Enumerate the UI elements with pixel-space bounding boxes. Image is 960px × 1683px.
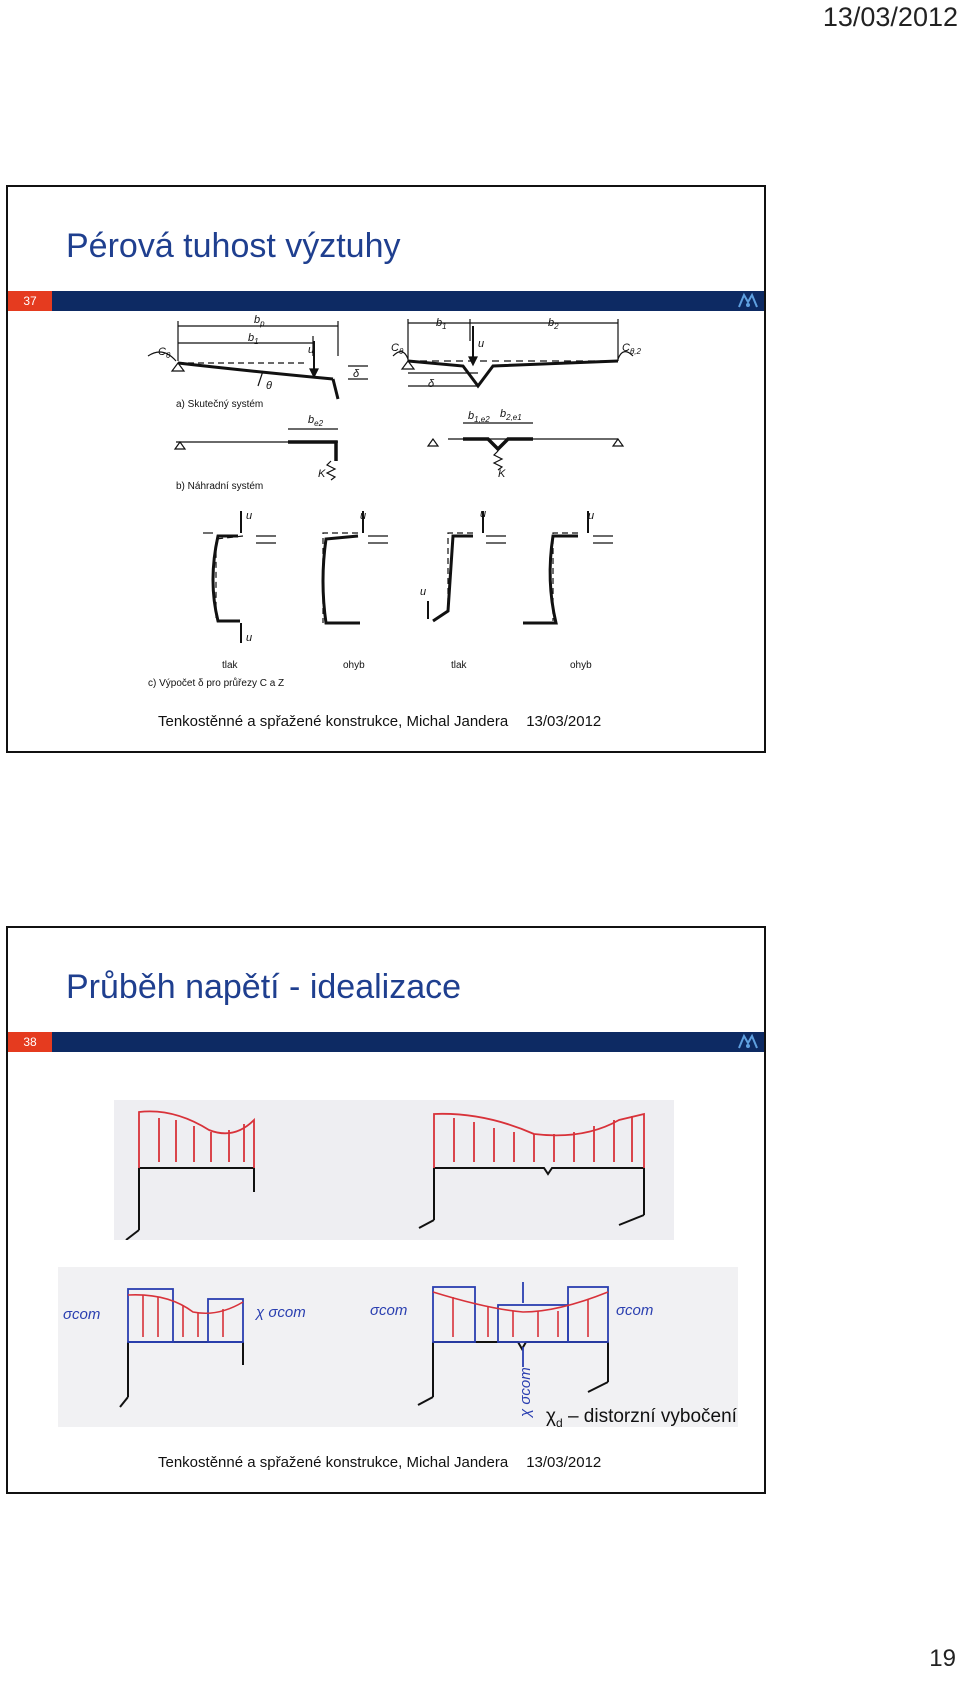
symbol-u-c2: u	[360, 510, 367, 522]
symbol-delta-right: δ	[428, 378, 435, 390]
actual-system-right	[393, 319, 633, 386]
footer-text: Tenkostěnné a spřažené konstrukce, Michal Jandera	[158, 713, 509, 730]
symbol-be2: $b_{e2}$	[308, 414, 324, 428]
symbol-u-c1b: u	[246, 632, 253, 644]
c-section-2	[323, 511, 388, 623]
figure-symbols-b	[308, 408, 522, 480]
slide-header-bar	[8, 1032, 764, 1052]
symbol-u-c3: u	[480, 508, 487, 520]
slide-title: Průběh napětí - idealizace	[66, 968, 462, 1006]
legend-chi: χ	[546, 1406, 556, 1427]
label-actual-system: a) Skutečný systém	[176, 399, 264, 410]
symbol-bp: $b_p$	[254, 314, 265, 328]
label-calculation: c) Výpočet δ pro průřezy C a Z	[148, 678, 285, 689]
label-ohyb-2: ohyb	[570, 660, 592, 671]
symbol-c-theta: $C_\theta$	[158, 346, 171, 360]
chi-sigma-com-label-1: χ σcom	[256, 1304, 306, 1321]
symbol-c-theta2: $C_{\theta,2}$	[622, 342, 641, 356]
symbol-k-left: K	[318, 468, 326, 480]
slide-37	[6, 185, 766, 753]
legend-text: – distorzní vybočení	[562, 1406, 737, 1427]
distortional-buckling-legend	[546, 1406, 737, 1430]
symbol-c-theta-right: $C_\theta$	[391, 342, 404, 356]
slide-number: 37	[8, 291, 52, 311]
actual-system-left	[148, 321, 368, 399]
c-section-3	[428, 511, 506, 621]
symbol-b1-right: $b_1$	[436, 317, 447, 331]
sigma-com-label-1: σcom	[63, 1306, 101, 1323]
slide-header-bar	[8, 291, 764, 311]
footer-date: 13/03/2012	[526, 713, 602, 730]
symbol-u: u	[308, 344, 315, 356]
university-logo-icon	[736, 1033, 760, 1051]
symbol-u-right: u	[478, 338, 485, 350]
label-tlak-2: tlak	[451, 660, 467, 671]
c-section-1	[203, 511, 276, 643]
symbol-delta: δ	[353, 368, 360, 380]
slide-footer	[158, 1454, 601, 1471]
footer-date: 13/03/2012	[526, 1454, 602, 1471]
stress-sketch-upper	[114, 1100, 674, 1240]
substitute-system	[175, 423, 623, 480]
page-number: 19	[929, 1645, 956, 1672]
sigma-com-label-3: σcom	[616, 1302, 654, 1319]
footer-text: Tenkostěnné a spřažené konstrukce, Michal Jandera	[158, 1454, 509, 1471]
label-ohyb-1: ohyb	[343, 660, 365, 671]
legend-chi-sub: d	[555, 1415, 563, 1430]
slide-title: Pérová tuhost výztuhy	[66, 227, 401, 265]
symbol-k-right: K	[498, 468, 506, 480]
university-logo-icon	[736, 292, 760, 310]
slide-footer	[158, 713, 601, 730]
label-substitute-system: b) Náhradní systém	[176, 481, 264, 492]
slide-38	[6, 926, 766, 1494]
symbol-theta: θ	[266, 380, 272, 392]
symbol-b2e1: $b_{2,e1}$	[500, 408, 522, 422]
symbol-b2: $b_2$	[548, 317, 559, 331]
symbol-b1: $b_1$	[248, 332, 259, 346]
symbol-b1e2: $b_{1,e2}$	[468, 410, 490, 424]
sigma-com-label-2: σcom	[370, 1302, 408, 1319]
symbol-u-c1: u	[246, 510, 253, 522]
symbol-u-c3b: u	[420, 586, 427, 598]
label-tlak-1: tlak	[222, 660, 238, 671]
slide-number: 38	[8, 1032, 52, 1052]
figure-symbols-a-right	[391, 317, 642, 390]
symbol-u-c4: u	[588, 510, 595, 522]
stiffener-spring-figure	[8, 311, 768, 691]
page-date: 13/03/2012	[822, 2, 958, 32]
c-section-4	[523, 511, 613, 623]
section-bottom-labels	[222, 660, 592, 671]
chi-sigma-com-vertical: χ σcom	[517, 1367, 534, 1417]
stress-sketch-lower	[58, 1267, 738, 1427]
